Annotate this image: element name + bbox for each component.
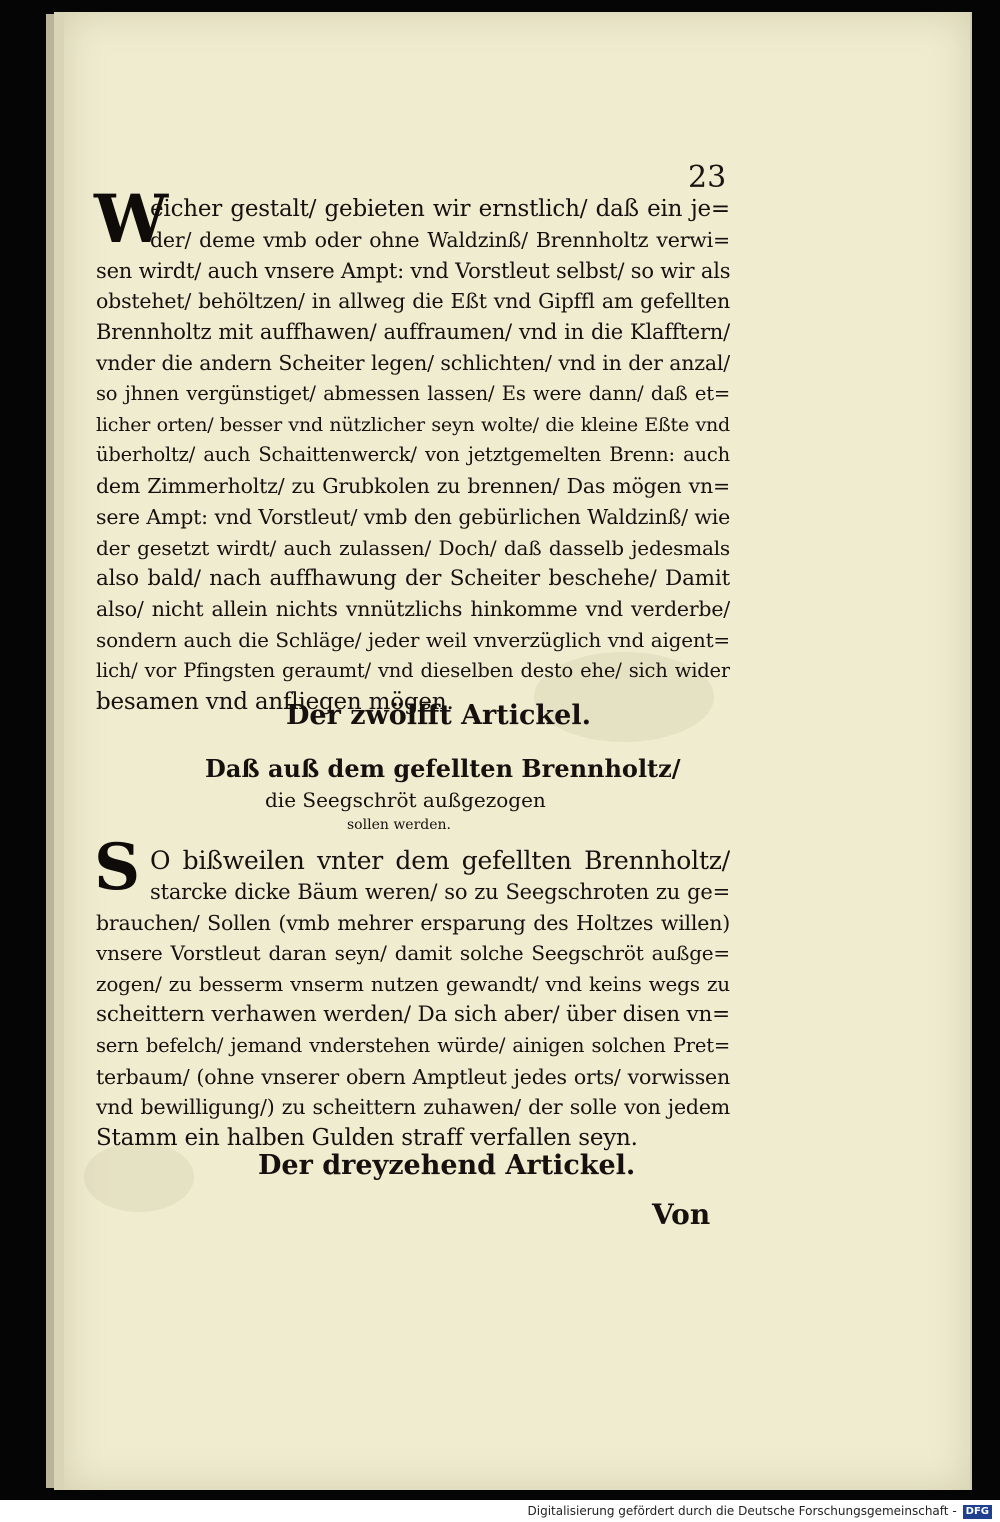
text-line: überholtz/ auch Schaittenwerck/ von jetztgemelten Brenn: auch (96, 443, 730, 467)
dfg-logo: DFG (963, 1505, 992, 1519)
page-number: 23 (688, 160, 727, 195)
paragraph-2 (96, 846, 730, 1154)
catchword: Von (652, 1198, 711, 1231)
article-12-subtitle-line: die Seegschröt außgezogen (265, 788, 546, 812)
text-line: terbaum/ (ohne vnserer obern Amptleut jedes orts/ vorwissen (96, 1064, 730, 1089)
page-edge (46, 14, 54, 1488)
text-line: vnder die andern Scheiter legen/ schlichten/ vnd in der anzal/ (96, 350, 730, 375)
credit-text: Digitalisierung gefördert durch die Deutsche Forschungsgemeinschaft - (527, 1504, 957, 1518)
text-line: brauchen/ Sollen (vmb mehrer ersparung des Holtzes willen) (96, 910, 730, 935)
paragraph-1 (96, 194, 730, 718)
text-line: O bißweilen vnter dem gefellten Brennholtz/ (150, 846, 730, 875)
text-line: scheittern verhawen werden/ Da sich aber/ über disen vn= (96, 1001, 730, 1027)
text-line: sondern auch die Schläge/ jeder weil vnverzüglich vnd aigent= (96, 628, 730, 653)
text-line: also bald/ nach auffhawung der Scheiter beschehe/ Damit (96, 565, 730, 591)
text-line: also/ nicht allein nichts vnnützlichs hinkomme vnd verderbe/ (96, 597, 730, 622)
text-line: Brennholtz mit auffhawen/ auffraumen/ vnd in die Klafftern/ (96, 320, 730, 345)
text-line: der/ deme vmb oder ohne Waldzinß/ Brennholtz verwi= (150, 227, 730, 252)
text-line: Stamm ein halben Gulden straff verfallen seyn. (96, 1125, 638, 1152)
text-line: besamen vnd anfliegen mögen. (96, 688, 454, 715)
text-line: vnd bewilligung/) zu scheittern zuhawen/ der solle von jedem (96, 1095, 730, 1120)
text-line: sern befelch/ jemand vnderstehen würde/ ainigen solchen Pret= (96, 1033, 730, 1057)
drop-cap-s: S (94, 830, 141, 905)
article-12-subtitle-line: sollen werden. (347, 817, 451, 833)
text-line: so jhnen vergünstiget/ abmessen lassen/ Es were dann/ daß et= (96, 381, 730, 405)
article-12-subtitle-line: Daß auß dem gefellten Brennholtz/ (205, 754, 681, 783)
text-line: sere Ampt: vnd Vorstleut/ vmb den gebürlichen Waldzinß/ wie (96, 504, 730, 529)
text-line: lich/ vor Pfingsten geraumt/ vnd dieselben desto ehe/ sich wider (96, 658, 730, 682)
text-line: der gesetzt wirdt/ auch zulassen/ Doch/ daß dasselb jedesmals (96, 535, 730, 560)
text-line: dem Zimmerholtz/ zu Grubkolen zu brennen/ Das mögen vn= (96, 474, 730, 499)
article-13-heading: Der dreyzehend Artickel. (258, 1150, 636, 1181)
text-line: starcke dicke Bäum weren/ so zu Seegschroten zu ge= (150, 879, 730, 904)
drop-cap-w: W (94, 180, 169, 258)
text-line: eicher gestalt/ gebieten wir ernstlich/ daß ein je= (150, 196, 730, 222)
text-line: licher orten/ besser vnd nützlicher seyn wolte/ die kleine Eßte vnd (96, 413, 730, 436)
text-line: sen wirdt/ auch vnsere Ampt: vnd Vorstleut selbst/ so wir als (96, 258, 730, 283)
digitization-credit-bar (0, 1500, 1000, 1522)
text-line: zogen/ zu besserm vnserm nutzen gewandt/ vnd keins wegs zu (96, 972, 730, 997)
text-line: vnsere Vorstleut daran seyn/ damit solche Seegschröt außge= (96, 941, 730, 966)
text-line: obstehet/ behöltzen/ in allweg die Eßt vnd Gipffl am gefellten (96, 289, 730, 314)
article-12-heading: Der zwölfft Artickel. (286, 700, 591, 731)
